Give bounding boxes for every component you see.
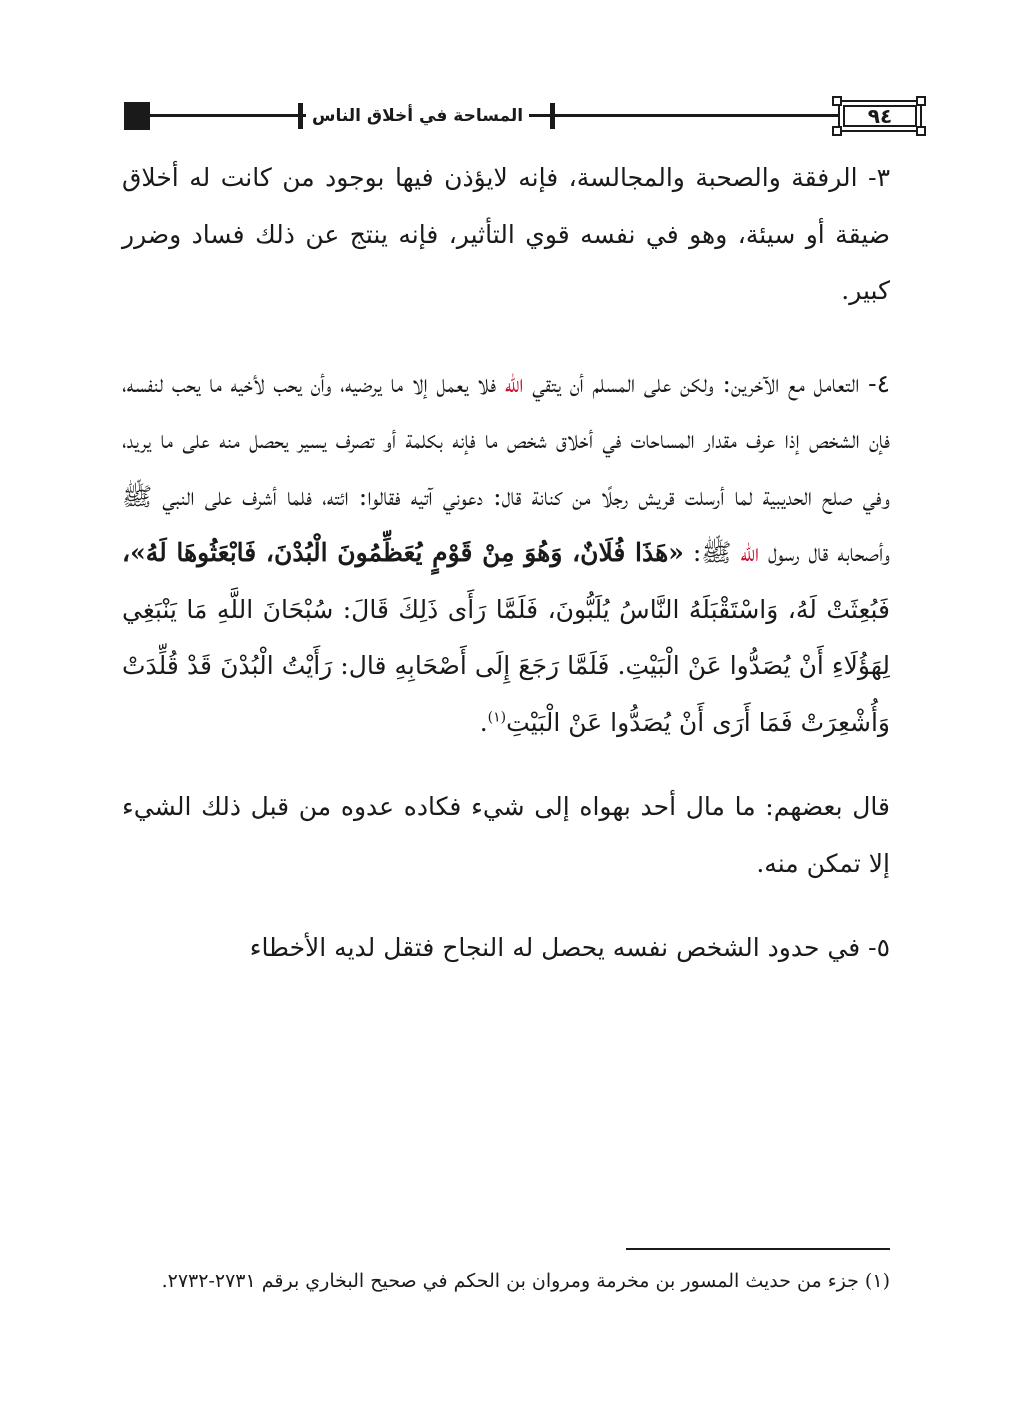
header-rule-left (150, 114, 310, 117)
paragraph-4-text-a: ٤- التعامل مع الآخرين: ولكن على المسلم أن يتقي (532, 368, 890, 398)
page-header (120, 96, 893, 136)
hadith-quote: «هَذَا فُلَانٌ، وَهُوَ مِنْ قَوْمٍ يُعَظِّمُونَ الْبُدْنَ، فَابْعَثُوهَا لَهُ»، (122, 538, 684, 567)
header-bar-icon (550, 103, 555, 129)
paragraph-4-end: . (479, 707, 488, 737)
divine-name: الله (504, 368, 524, 398)
black-block-icon (124, 102, 150, 130)
running-title: المساحة في أخلاق الناس (306, 100, 529, 132)
paragraph-item-4 (122, 356, 890, 752)
paragraph-item-5: ٥- في حدود الشخص نفسه يحصل له النجاح فتقل لديه الأخطاء (249, 933, 890, 962)
header-bar-icon (298, 103, 303, 129)
paragraph-4-text-b: فلا يعمل إلا ما يرضيه، وأن يحب لأخيه ما يحب لنفسه، فإن الشخص إذا عرف مقدار المساحات في أخلاق شخص ما فإنه بكلمة أو تصرف يسير يحصل منه على ما يريد، وفي صلح الحديبية لما أرسلت قريش رجلًا من كنانة قال: دعوني آتيه فقالوا: ائته، فلما أشرف على النبي ﷺ وأصحابه قال رسول (122, 368, 891, 567)
footnote: (١) جزء من حديث المسور بن مخرمة ومروان بن الحكم في صحيح البخاري برقم ٢٧٣١-٢٧٣٢. (161, 1270, 890, 1292)
page-number-frame (838, 100, 922, 132)
paragraph-4-text-d: فَبُعِثَتْ لَهُ، وَاسْتَقْبَلَهُ النَّاسُ يُلَبُّونَ، فَلَمَّا رَأَى ذَلِكَ قَالَ: سُبْحَانَ اللَّهِ مَا يَنْبَغِي لِهَؤُلَاءِ أَنْ يُصَدُّوا عَنْ الْبَيْتِ. فَلَمَّا رَجَعَ إِلَى أَصْحَابِهِ قال: رَأَيْتُ الْبُدْنَ قَدْ قُلِّدَتْ وَأُشْعِرَتْ فَمَا أَرَى أَنْ يُصَدُّوا عَنْ الْبَيْتِ (122, 594, 890, 737)
page-number: ٩٤ (867, 104, 893, 128)
page-body (122, 150, 890, 977)
divine-name: الله (740, 538, 760, 567)
footnote-separator (626, 1248, 890, 1250)
footnote-reference: (١) (487, 709, 507, 726)
paragraph-item-3: ٣- الرفقة والصحبة والمجالسة، فإنه لايؤذن فيها بوجود من كانت له أخلاق ضيقة أو سيئة، وهو في نفسه قوي التأثير، فإنه ينتج عن ذلك فساد وضرر كبير. (122, 163, 890, 305)
salutation: ﷺ: (692, 538, 732, 567)
paragraph-saying: قال بعضهم: ما مال أحد بهواه إلى شيء فكاده عدوه من قبل ذلك الشيء إلا تمكن منه. (122, 792, 890, 878)
